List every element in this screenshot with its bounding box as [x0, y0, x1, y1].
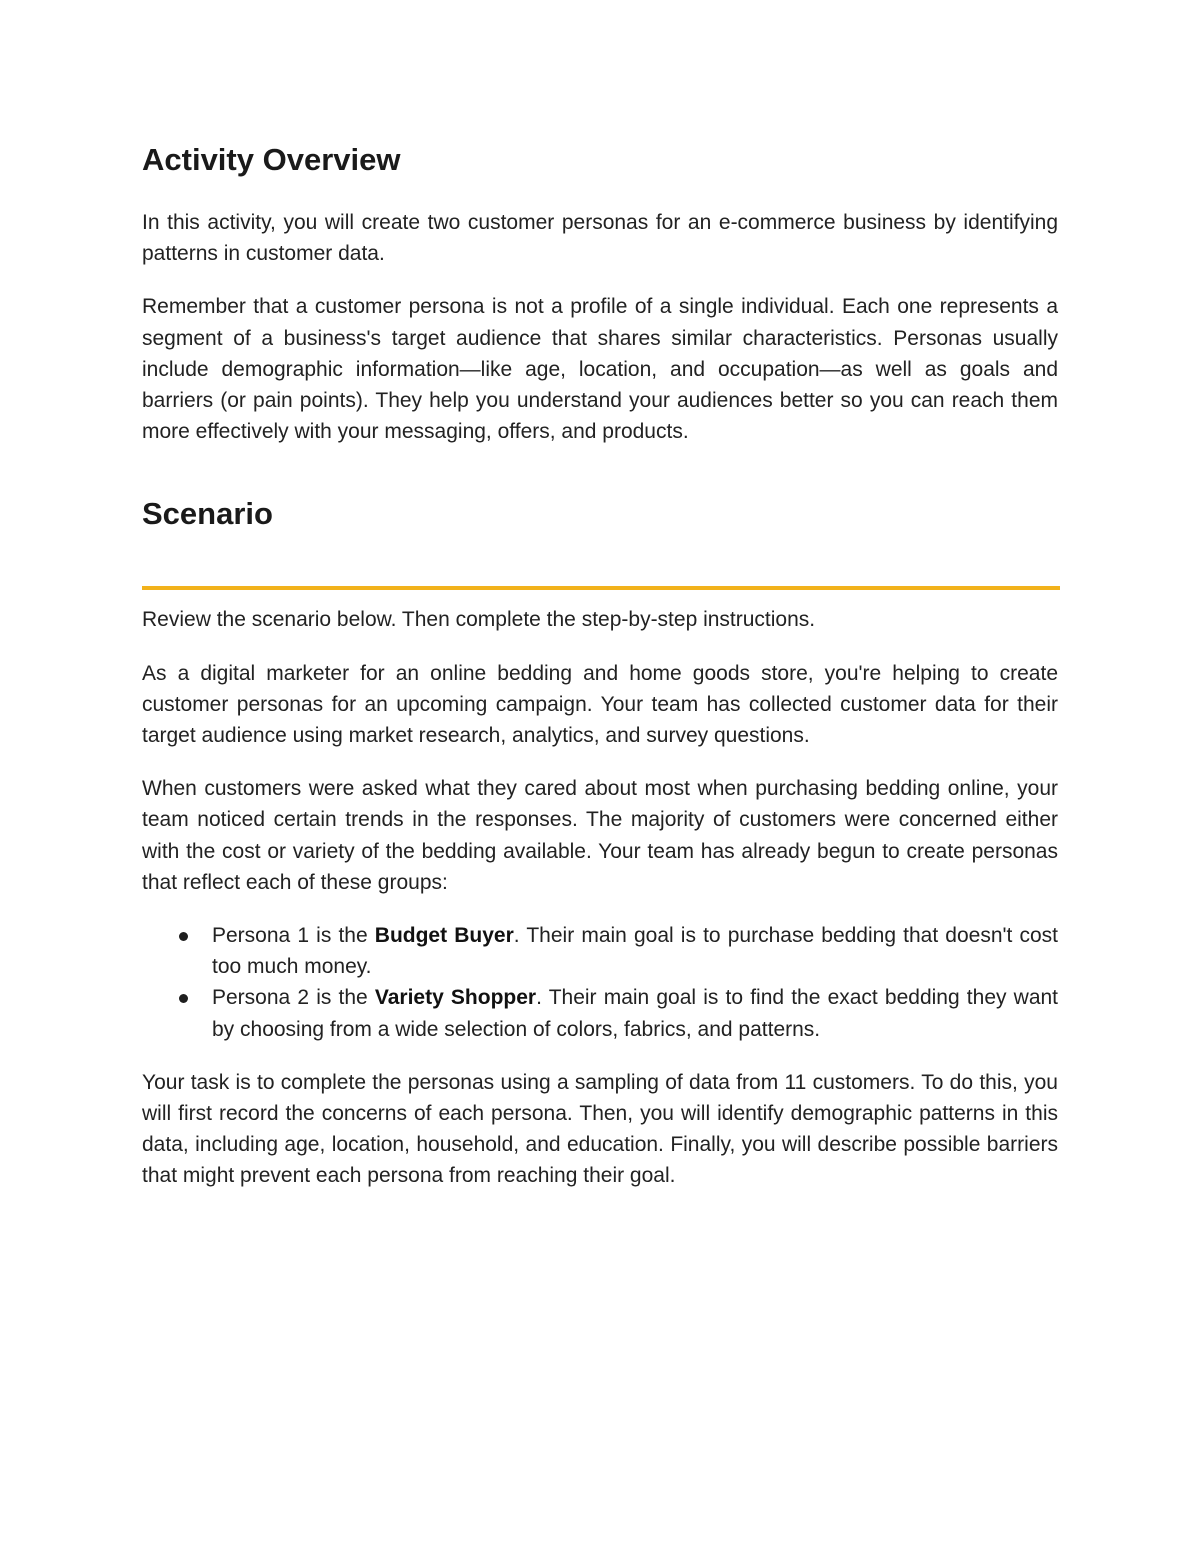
persona-name: Budget Buyer — [374, 924, 514, 948]
scenario-divider — [142, 586, 1060, 590]
persona-list — [142, 920, 1058, 1045]
bullet-icon — [179, 994, 188, 1003]
persona-name: Variety Shopper — [374, 986, 537, 1010]
scenario-findings-paragraph: When customers were asked what they cared about most when purchasing bedding online, your team noticed certain trends in the responses. The majority of customers were concerned either with the cost or variety of the bedding available. Your team has already begun to create personas that reflect each of these groups: — [142, 777, 1058, 894]
overview-reminder-paragraph: Remember that a customer persona is not a profile of a single individual. Each one represents a segment of a business's target audience that shares similar characteristics. Personas usually include demographic information—like age, location, and occupation—as well as goals and barriers (or pain points). They help you understand your audiences better so you can reach them more effectively with your messaging, offers, and products. — [142, 295, 1058, 444]
activity-overview-heading: Activity Overview — [142, 142, 401, 177]
scenario-context-paragraph: As a digital marketer for an online bedding and home goods store, you're helping to create customer personas for an upcoming campaign. Your team has collected customer data for their target audience using market research, analytics, and survey questions. — [142, 661, 1058, 748]
persona-description: . Their main goal is to purchase bedding that doesn't cost too much money. — [212, 924, 1058, 979]
document-page — [142, 140, 1058, 1192]
persona-list-item-variety-shopper — [142, 982, 1058, 1044]
persona-description: . Their main goal is to find the exact bedding they want by choosing from a wide selection of colors, fabrics, and patterns. — [212, 986, 1059, 1041]
persona-list-item-budget-buyer — [142, 920, 1058, 982]
persona-prefix: Persona 2 is the — [212, 986, 375, 1010]
bullet-icon — [179, 932, 188, 941]
scenario-heading: Scenario — [142, 496, 273, 532]
persona-prefix: Persona 1 is the — [212, 924, 375, 948]
scenario-review-paragraph: Review the scenario below. Then complete the step-by-step instructions. — [142, 608, 816, 632]
overview-intro-paragraph: In this activity, you will create two customer personas for an e-commerce business by identifying patterns in customer data. — [142, 211, 1058, 266]
scenario-task-paragraph: Your task is to complete the personas using a sampling of data from 11 customers. To do this, you will first record the concerns of each persona. Then, you will identify demographic patterns in this data, including age, location, household, and education. Finally, you will describe possible barriers that might prevent each persona from reaching their goal. — [142, 1070, 1058, 1188]
